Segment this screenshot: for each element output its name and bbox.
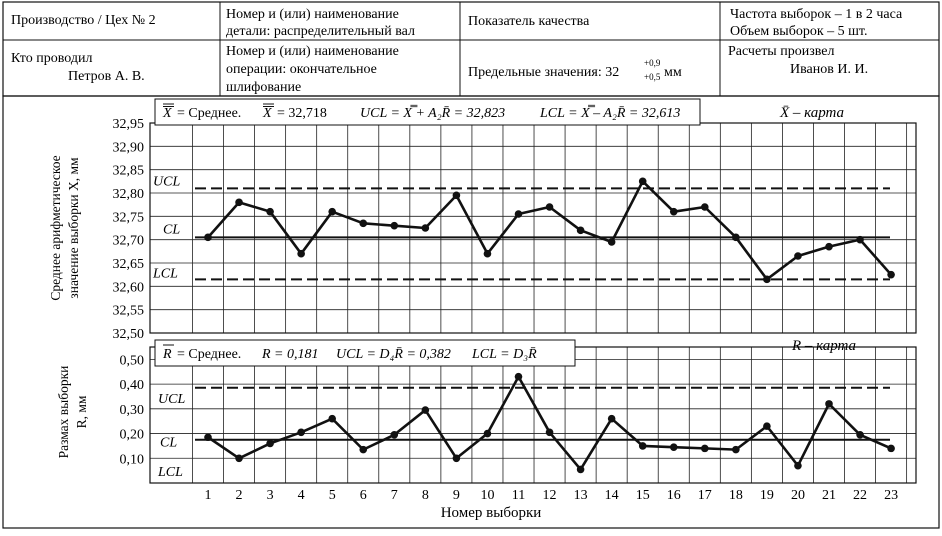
- x-tick: 20: [790, 488, 805, 503]
- header-limits-unit: мм: [664, 65, 682, 80]
- x-tick: 10: [480, 488, 495, 503]
- header-frequency: Частота выборок – 1 в 2 часа: [730, 7, 903, 22]
- header-table: [3, 2, 939, 96]
- xbar-lcl-formula: LCL = X̿ – A₂R̄ = 32,613: [540, 106, 681, 121]
- x-tick: 17: [697, 488, 712, 503]
- svg-text:X: X: [263, 106, 272, 121]
- xbar-y-tick: 32,90: [112, 140, 144, 156]
- r-point: [515, 373, 523, 381]
- x-tick: 7: [390, 488, 398, 503]
- xbar-point: [763, 276, 771, 284]
- x-tick: 4: [297, 488, 305, 503]
- r-avg-label: = Среднее.: [177, 347, 242, 362]
- xbar-point: [794, 252, 802, 260]
- header-limits-sup: +0,9: [644, 58, 661, 68]
- x-tick: 19: [759, 488, 774, 503]
- x-axis-label: Номер выборки: [440, 505, 542, 521]
- header-production: Производство / Цех № 2: [11, 13, 156, 28]
- x-tick: 12: [542, 488, 557, 503]
- xbar-point: [732, 234, 740, 242]
- r-point: [297, 429, 305, 437]
- xbar-info-box: [155, 99, 700, 125]
- control-line-labels: [152, 174, 185, 480]
- xbar-point: [204, 234, 212, 242]
- r-point: [577, 466, 585, 474]
- r-ylabel-line1: Размах выборки: [56, 365, 71, 459]
- header-performed-by-label: Кто проводил: [11, 51, 93, 66]
- xbar-point: [515, 210, 523, 218]
- r-avg-value: R = 0,181: [262, 347, 319, 362]
- r-series-line: [208, 377, 891, 470]
- xbar-y-tick: 32,85: [112, 163, 144, 179]
- xbar-chart-title: X̄ – карта: [779, 105, 845, 121]
- xbar-point: [484, 250, 492, 258]
- r-y-tick: 0,50: [119, 353, 144, 369]
- x-tick: 8: [421, 488, 429, 503]
- r-point: [266, 440, 274, 448]
- xbar-point: [328, 208, 336, 216]
- xbar-y-tick: 32,80: [112, 187, 144, 202]
- r-point: [546, 429, 554, 437]
- r-ylabel-line2: R, мм: [74, 395, 89, 429]
- xbar-point: [701, 203, 709, 211]
- x-tick: 11: [511, 488, 526, 503]
- header-operation-line3: шлифование: [226, 80, 302, 95]
- r-y-ticks: [120, 353, 145, 467]
- header-calculated-by-label: Расчеты произвел: [728, 44, 835, 59]
- r-point: [359, 446, 367, 454]
- xbar-y-ticks: [113, 117, 145, 342]
- xbar-point: [546, 203, 554, 211]
- r-lcl-formula: LCL = D₃R̄: [472, 347, 537, 362]
- xbar-point: [608, 238, 616, 246]
- xbar-point: [670, 208, 678, 216]
- r-point: [422, 406, 430, 414]
- xbar-point: [359, 220, 367, 228]
- xbar-point: [422, 224, 430, 232]
- xbar-lcl-label: LCL: [153, 266, 178, 282]
- x-tick: 23: [884, 488, 899, 503]
- xbar-avg-label: = Среднее.: [177, 106, 242, 121]
- xbar-y-tick: 32,95: [112, 117, 144, 132]
- header-performed-by-name: Петров А. В.: [68, 69, 145, 84]
- xbar-y-tick: 32,65: [112, 257, 144, 272]
- r-point: [670, 443, 678, 451]
- xbar-series-line: [208, 181, 891, 279]
- xbar-point: [639, 178, 647, 186]
- xbar-y-tick: 32,75: [112, 210, 144, 226]
- r-point: [701, 445, 709, 453]
- xbar-point: [453, 192, 461, 200]
- x-tick: 18: [728, 488, 743, 503]
- xbar-ylabel-line2: значение выборки X, мм: [66, 157, 81, 299]
- r-lcl-label: LCL: [158, 465, 183, 480]
- r-plot-frame: [150, 347, 916, 483]
- xbar-point: [856, 236, 864, 244]
- x-tick: 16: [666, 488, 681, 503]
- r-point: [639, 442, 647, 450]
- r-y-tick: 0,10: [119, 452, 144, 468]
- r-point: [328, 415, 336, 423]
- xbar-ylabel-line1: Среднее арифметическое: [48, 155, 63, 301]
- r-point: [732, 446, 740, 454]
- header-part-line2: детали: распределительный вал: [226, 24, 415, 39]
- x-tick: 21: [822, 488, 836, 503]
- xbar-avg-value: = 32,718: [277, 106, 327, 121]
- r-point: [825, 400, 833, 408]
- r-point: [235, 454, 243, 462]
- xbar-point: [887, 271, 895, 279]
- xbar-y-tick: 32,55: [112, 303, 144, 319]
- r-point: [608, 415, 616, 423]
- xbar-point: [297, 250, 305, 258]
- svg-text:X: X: [163, 106, 172, 121]
- x-tick: 14: [604, 488, 619, 503]
- r-point: [484, 430, 492, 438]
- header-quality-indicator: Показатель качества: [468, 14, 590, 29]
- xbar-point: [577, 227, 585, 235]
- r-ucl-label: UCL: [158, 391, 186, 407]
- header-part-line1: Номер и (или) наименование: [226, 7, 399, 22]
- x-tick: 15: [635, 488, 650, 503]
- xbar-point: [266, 208, 274, 216]
- r-ucl-formula: UCL = D₄R̄ = 0,382: [336, 347, 451, 362]
- xbar-ucl-formula: UCL = X̿ + A₂R̄ = 32,823: [360, 106, 506, 121]
- header-sample-size: Объем выборок – 5 шт.: [730, 24, 868, 39]
- x-tick: 3: [266, 488, 274, 503]
- r-info-box: [155, 340, 575, 366]
- x-tick: 6: [359, 488, 367, 503]
- r-grid: [150, 347, 916, 483]
- header-calculated-by-name: Иванов И. И.: [790, 62, 869, 77]
- header-limits-label: Предельные значения: 32: [468, 65, 620, 80]
- xbar-y-tick: 32,60: [112, 280, 144, 296]
- x-tick: 1: [204, 488, 212, 503]
- xbar-point: [391, 222, 399, 230]
- r-point: [887, 445, 895, 453]
- x-tick: 9: [452, 488, 460, 503]
- r-chart-title: R – карта: [791, 338, 857, 354]
- x-tick: 5: [328, 488, 336, 503]
- xbar-plot-frame: [150, 123, 916, 333]
- r-y-tick: 0,40: [119, 378, 144, 394]
- x-tick: 2: [235, 488, 243, 503]
- xbar-point: [235, 199, 243, 207]
- x-axis-ticks: [205, 488, 899, 503]
- r-cl-label: CL: [160, 435, 178, 451]
- xbar-grid: [150, 123, 916, 333]
- r-point: [453, 454, 461, 462]
- header-operation-line2: операции: окончательное: [226, 62, 377, 77]
- x-tick: 22: [853, 488, 868, 503]
- r-y-tick: 0,30: [119, 402, 144, 418]
- r-point: [856, 431, 864, 439]
- header-limits-sub: +0,5: [644, 72, 661, 82]
- xbar-point: [825, 243, 833, 251]
- svg-text:R: R: [163, 347, 172, 362]
- xbar-ucl-label: UCL: [153, 174, 181, 190]
- r-point: [763, 422, 771, 430]
- xbar-cl-label: CL: [163, 222, 181, 238]
- r-point: [204, 433, 212, 441]
- xbar-y-tick: 32,50: [112, 327, 144, 342]
- header-operation-line1: Номер и (или) наименование: [226, 44, 399, 59]
- r-y-tick: 0,20: [119, 427, 144, 443]
- xbar-y-tick: 32,70: [112, 233, 144, 249]
- r-point: [794, 462, 802, 470]
- r-point: [391, 431, 399, 439]
- x-tick: 13: [573, 488, 588, 503]
